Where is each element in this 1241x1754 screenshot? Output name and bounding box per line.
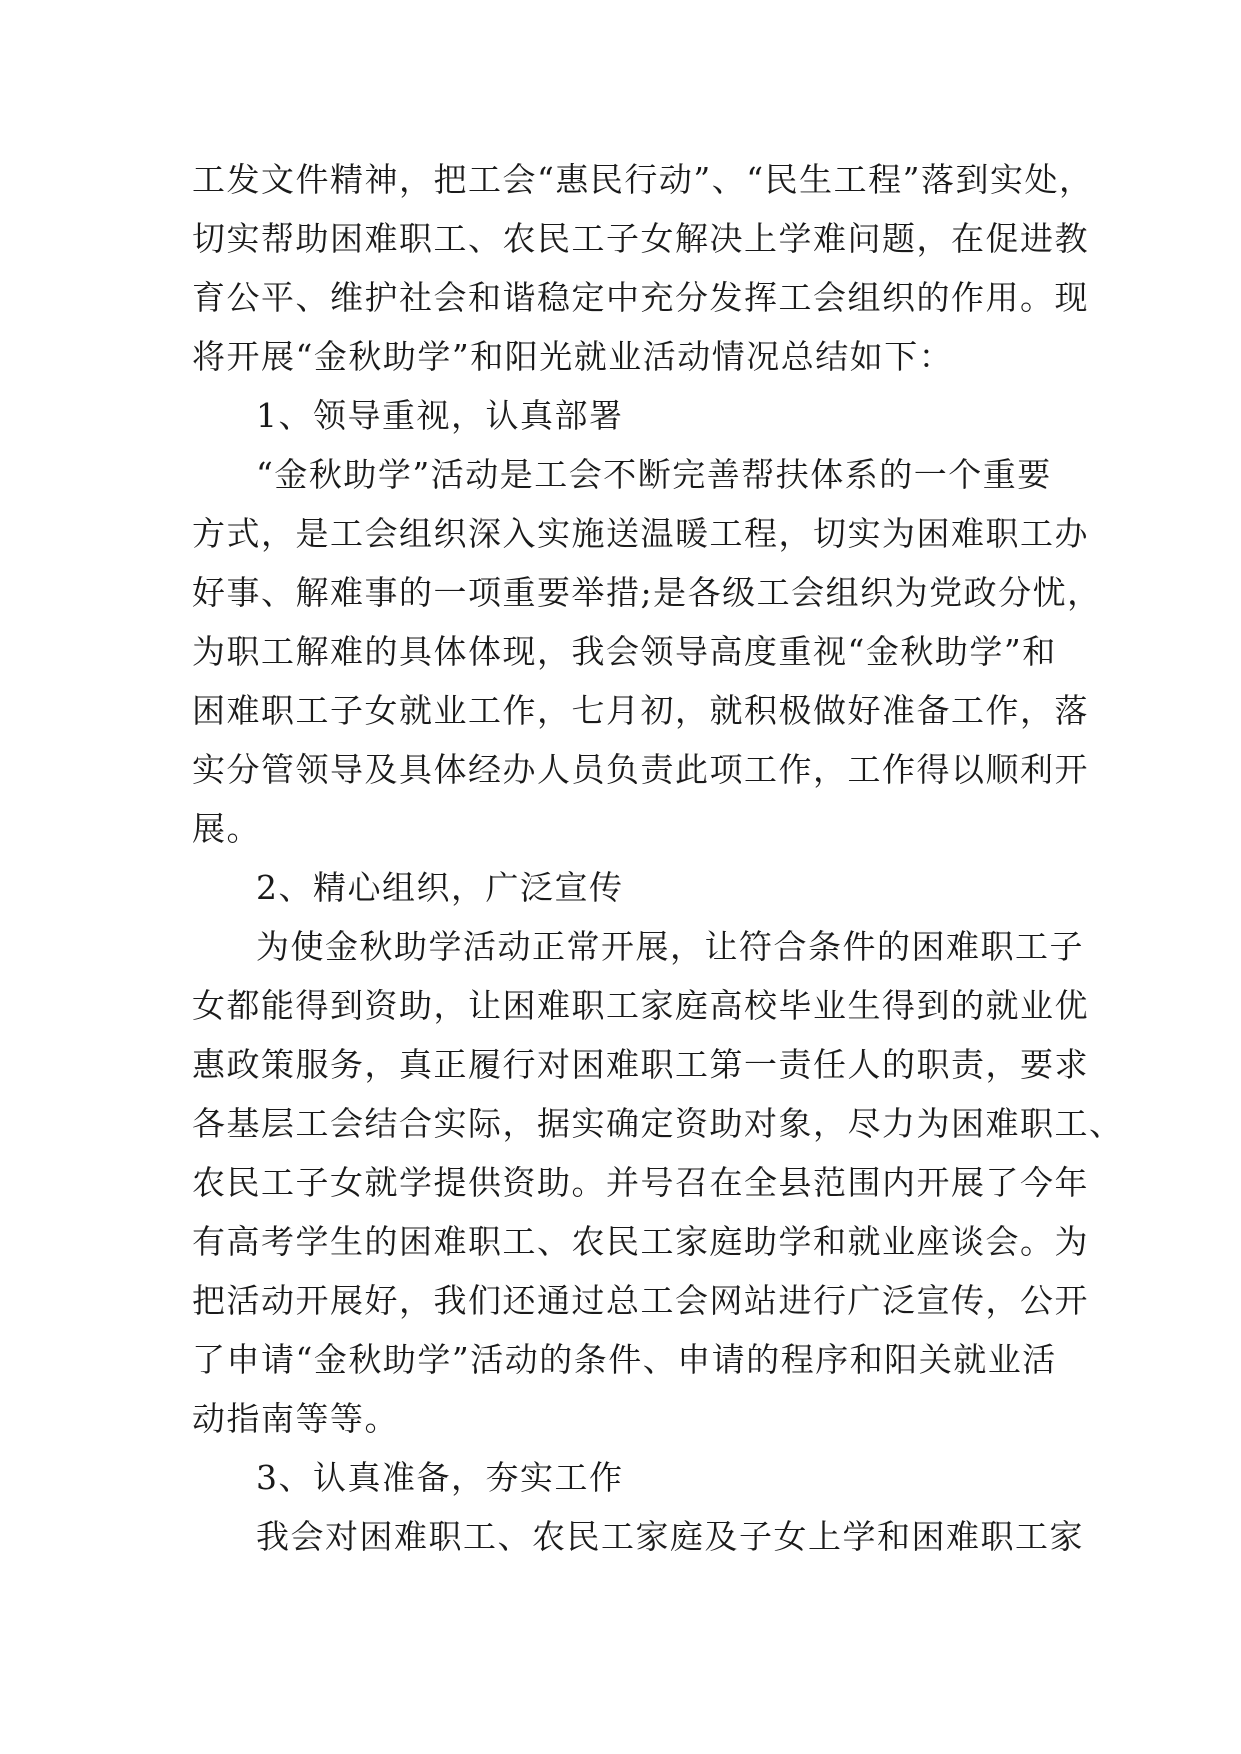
text-line: 动指南等等。	[192, 1399, 399, 1438]
text-line: 我会对困难职工、农民工家庭及子女上学和困难职工家	[256, 1517, 1084, 1556]
text-line: 为职工解难的具体体现，我会领导高度重视“金秋助学”和	[192, 632, 1057, 671]
text-line: 工发文件精神，把工会“惠民行动”、“民生工程”落到实处，	[192, 160, 1094, 199]
text-line: 有高考学生的困难职工、农民工家庭助学和就业座谈会。为	[192, 1222, 1089, 1261]
text-line: 把活动开展好，我们还通过总工会网站进行广泛宣传，公开	[192, 1281, 1089, 1320]
text-line: 好事、解难事的一项重要举措;是各级工会组织为党政分忧，	[192, 573, 1102, 612]
text-line: 实分管领导及具体经办人员负责此项工作，工作得以顺利开	[192, 750, 1089, 789]
section-heading-2: 2、精心组织，广泛宣传	[256, 868, 624, 907]
text-line: 育公平、维护社会和谐稳定中充分发挥工会组织的作用。现	[192, 278, 1089, 317]
document-body	[192, 150, 1124, 1566]
text-line: 农民工子女就学提供资助。并号召在全县范围内开展了今年	[192, 1163, 1089, 1202]
text-line: 各基层工会结合实际，据实确定资助对象，尽力为困难职工、	[192, 1104, 1124, 1143]
text-line: 展。	[192, 809, 261, 848]
text-line: 将开展“金秋助学”和阳光就业活动情况总结如下：	[192, 337, 954, 376]
text-line: “金秋助学”活动是工会不断完善帮扶体系的一个重要	[256, 455, 1052, 494]
section-heading-3: 3、认真准备，夯实工作	[256, 1458, 624, 1497]
text-line: 为使金秋助学活动正常开展，让符合条件的困难职工子	[256, 927, 1084, 966]
text-line: 困难职工子女就业工作，七月初，就积极做好准备工作，落	[192, 691, 1089, 730]
text-line: 女都能得到资助，让困难职工家庭高校毕业生得到的就业优	[192, 986, 1089, 1025]
text-line: 惠政策服务，真正履行对困难职工第一责任人的职责，要求	[192, 1045, 1089, 1084]
section-heading-1: 1、领导重视，认真部署	[256, 396, 624, 435]
text-line: 方式，是工会组织深入实施送温暖工程，切实为困难职工办	[192, 514, 1089, 553]
text-line: 了申请“金秋助学”活动的条件、申请的程序和阳关就业活	[192, 1340, 1057, 1379]
text-line: 切实帮助困难职工、农民工子女解决上学难问题，在促进教	[192, 219, 1089, 258]
